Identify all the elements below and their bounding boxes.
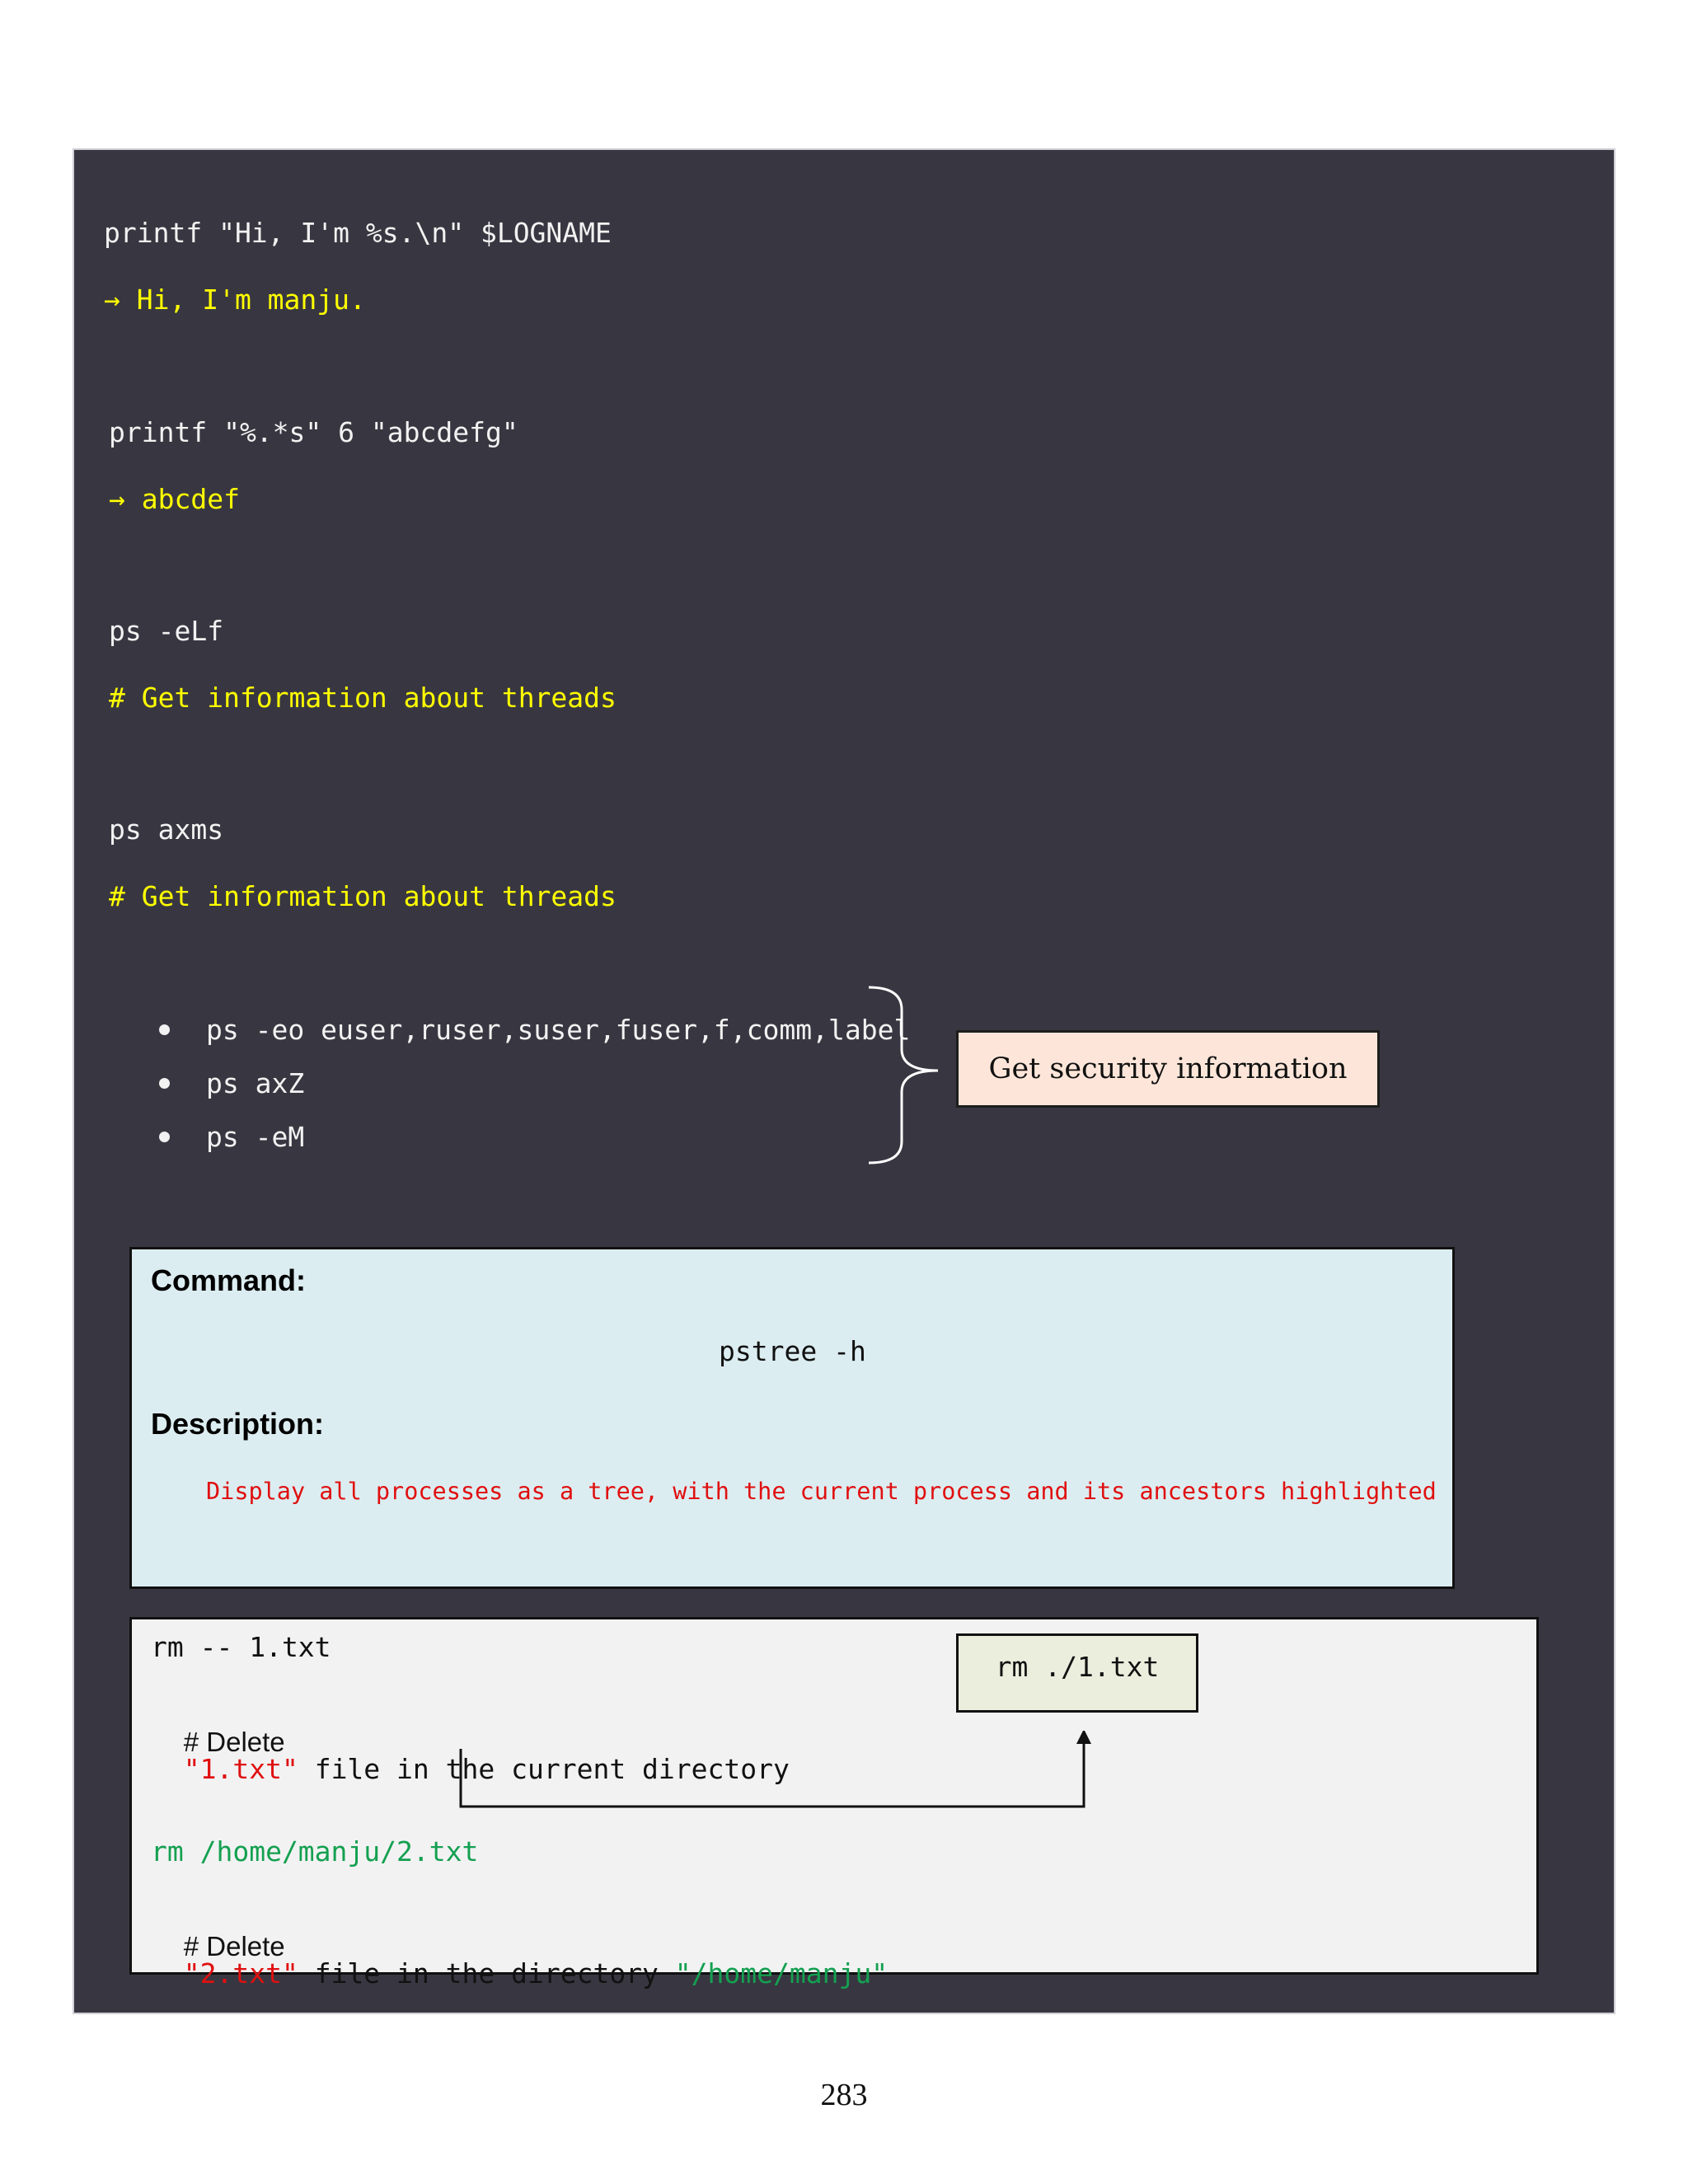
- directory-name: "/home/manju": [674, 1957, 889, 1990]
- ps-comment-2: # Get information about threads: [109, 880, 617, 912]
- delete-label: # Delete: [183, 1727, 285, 1757]
- comment-text: file in the current directory: [298, 1753, 790, 1785]
- ps-command-1: ps -eLf: [109, 615, 224, 647]
- curly-brace-icon: [865, 985, 948, 1166]
- description-label: Description:: [151, 1407, 325, 1441]
- printf-output-2: → abcdef: [109, 483, 240, 515]
- security-command-3: ps -eM: [206, 1121, 305, 1153]
- alternate-command-box: rm ./1.txt: [956, 1633, 1198, 1713]
- command-label: Command:: [151, 1263, 306, 1297]
- command-card: [129, 1247, 1455, 1589]
- comment-text: file in the directory: [298, 1957, 675, 1990]
- delete-label: # Delete: [183, 1931, 285, 1961]
- security-command-1: ps -eo euser,ruser,suser,fuser,f,comm,label: [206, 1014, 911, 1046]
- printf-output-1: → Hi, I'm manju.: [104, 284, 366, 316]
- ps-command-2: ps axms: [109, 813, 224, 846]
- printf-command-2: printf "%.*s" 6 "abcdefg": [109, 416, 518, 448]
- bullet-icon: [159, 1078, 170, 1089]
- security-command-2: ps axZ: [206, 1067, 305, 1099]
- ps-comment-1: # Get information about threads: [109, 682, 617, 714]
- bullet-icon: [159, 1024, 170, 1035]
- description-text: Display all processes as a tree, with the current process and its ancestors highlighted: [206, 1478, 1437, 1505]
- file-name: "2.txt": [183, 1957, 298, 1990]
- bullet-icon: [159, 1132, 170, 1142]
- rm-command-2: rm /home/manju/2.txt: [151, 1835, 479, 1868]
- page-number: 283: [820, 2078, 868, 2112]
- rm-comment-2: [151, 1905, 889, 1990]
- security-callout: Get security information: [956, 1030, 1380, 1108]
- printf-command-1: printf "Hi, I'm %s.\n" $LOGNAME: [104, 217, 612, 249]
- connector-arrow-icon: [445, 1731, 1104, 1813]
- command-text: pstree -h: [719, 1335, 866, 1367]
- file-name: "1.txt": [183, 1753, 298, 1785]
- rm-command-1: rm -- 1.txt: [151, 1631, 331, 1663]
